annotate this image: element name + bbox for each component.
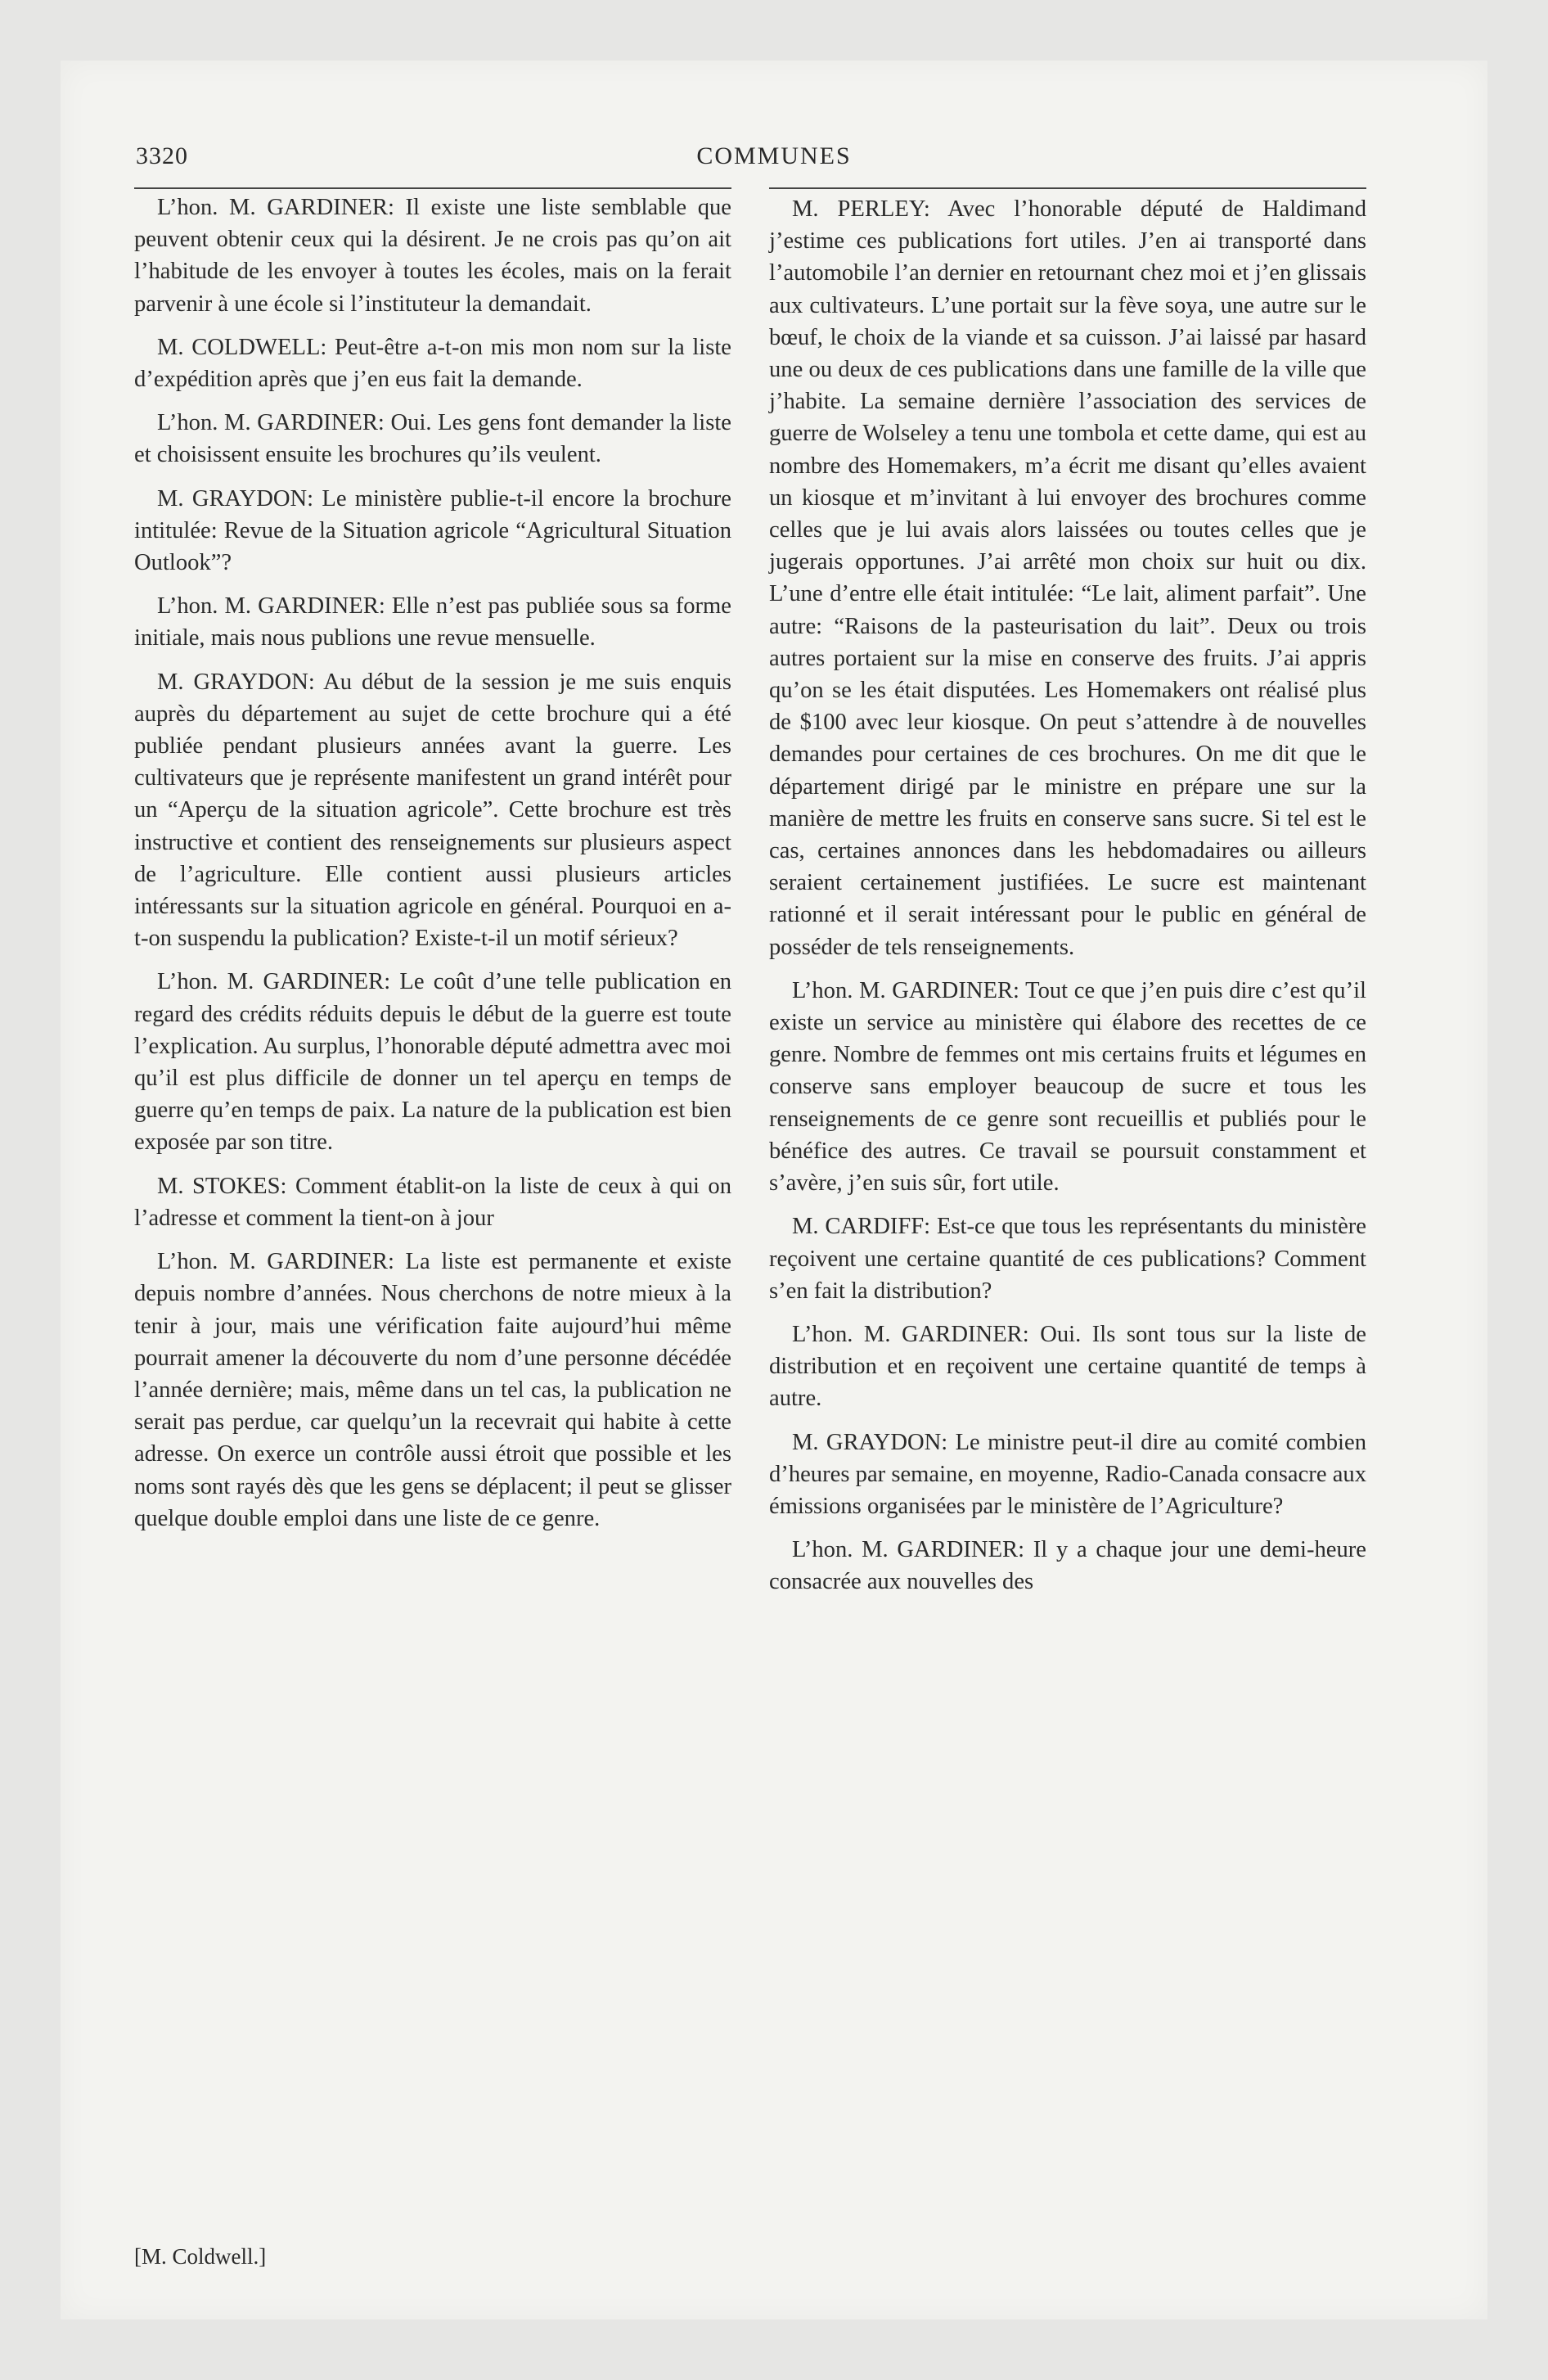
paragraph: M. COLDWELL: Peut-être a-t-on mis mon nom sur la liste d’expédition après que j’en eus fait la demande. xyxy=(134,334,731,393)
header-rule-right xyxy=(769,187,1366,189)
paragraph: L’hon. M. GARDINER: Oui. Ils sont tous sur la liste de distribution et en reçoivent une certaine quantité de temps à autre. xyxy=(769,1321,1366,1412)
paragraph: M. GRAYDON: Le ministère publie-t-il encore la brochure intitulée: Revue de la Situation agricole “Agricultural Situation Outlook”? xyxy=(134,485,731,576)
left-column xyxy=(134,192,731,1546)
paragraph: M. GRAYDON: Au début de la session je me suis enquis auprès du département au sujet de cette brochure qui a été publiée pendant plusieurs années avant la guerre. Les cultivateurs que je représente manifestent un grand intérêt pour un “Aperçu de la situation agricole”. Cette brochure est très instructive et contient des renseignements sur plusieurs aspect de l’agriculture. Elle contient aussi plusieurs articles intéressants sur la situation agricole en général. Pourquoi en a-t-on suspendu la publication? Existe-t-il un motif sérieux? xyxy=(134,669,731,952)
paragraph: L’hon. M. GARDINER: La liste est permanente et existe depuis nombre d’années. Nous cherchons de notre mieux à la tenir à jour, mais une vérification faite aujourd’hui même pourrait amener la découverte du nom d’une personne décédée l’année dernière; mais, même dans un tel cas, la publication ne serait pas perdue, car quelqu’un la recevrait qui habite à cette adresse. On exerce un contrôle aussi étroit que possible et les noms sont rayés dès que les gens se déplacent; il peut se glisser quelque double emploi dans une liste de ce genre. xyxy=(134,1249,731,1531)
paragraph: L’hon. M. GARDINER: Elle n’est pas publiée sous sa forme initiale, mais nous publions une revue mensuelle. xyxy=(134,593,731,651)
paragraph: L’hon. M. GARDINER: Le coût d’une telle publication en regard des crédits réduits depuis le début de la guerre est toute l’explication. Au surplus, l’honorable député admettra avec moi qu’il est plus difficile de donner un tel aperçu en temps de guerre qu’en temps de paix. La nature de la publication est bien exposée par son titre. xyxy=(134,969,731,1156)
page-sheet xyxy=(61,61,1487,2319)
paragraph: M. GRAYDON: Le ministre peut-il dire au comité combien d’heures par semaine, en moyenne, Radio-Canada consacre aux émissions organisées par le ministère de l’Agriculture? xyxy=(769,1429,1366,1519)
header-rule-left xyxy=(134,187,731,189)
running-title: COMMUNES xyxy=(696,142,852,169)
paragraph: L’hon. M. GARDINER: Tout ce que j’en puis dire c’est qu’il existe un service au ministère qui élabore des recettes de ce genre. Nombre de femmes ont mis certains fruits et légumes en conserve sans employer beaucoup de sucre et tous les renseignements de ce genre sont recueillis et publiés pour le bénéfice des autres. Ce travail se poursuit constamment et s’avère, j’en suis sûr, fort utile. xyxy=(769,977,1366,1197)
paragraph: M. CARDIFF: Est-ce que tous les représentants du ministère reçoivent une certaine quantité de ces publications? Comment s’en fait la distribution? xyxy=(769,1214,1366,1304)
speaker-footnote: [M. Coldwell.] xyxy=(134,2244,267,2269)
paragraph: L’hon. M. GARDINER: Oui. Les gens font demander la liste et choisissent ensuite les brochures qu’ils veulent. xyxy=(134,410,731,468)
right-column xyxy=(769,193,1366,1610)
paragraph: M. PERLEY: Avec l’honorable député de Haldimand j’estime ces publications fort utiles. J’en ai transporté dans l’automobile l’an dernier en retournant chez moi et j’en glissais aux cultivateurs. L’une portait sur la fève soya, une autre sur le bœuf, le choix de la viande et sa cuisson. J’ai laissé par hasard une ou deux de ces publications dans une famille de la ville que j’habite. La semaine dernière l’association des services de guerre de Wolseley a tenu une tombola et cette dame, qui est au nombre des Homemakers, m’a écrit me disant qu’elles avaient un kiosque et m’invitant à lui envoyer des brochures comme celles que je lui avais alors laissées ou toutes celles que je jugerais opportunes. J’ai arrêté mon choix sur huit ou dix. L’une d’entre elle était intitulée: “Le lait, aliment parfait”. Une autre: “Raisons de la pasteurisation du lait”. Deux ou trois autres portaient sur la mise en conserve des fruits. J’ai appris qu’on se les était disputées. Les Homemakers ont réalisé plus de $100 avec leur kiosque. On peut s’attendre à de nouvelles demandes pour certaines de ces brochures. On me dit que le département dirigé par le ministre en prépare une sur la manière de mettre les fruits en conserve sans sucre. Si tel est le cas, certaines annonces dans les hebdomadaires ou ailleurs seraient certainement justifiées. Le sucre est maintenant rationné et il serait intéressant pour le public en général de posséder de tels renseignements. xyxy=(769,196,1366,960)
paragraph: M. STOKES: Comment établit-on la liste de ceux à qui on l’adresse et comment la tient-on à jour xyxy=(134,1173,731,1231)
paragraph: L’hon. M. GARDINER: Il y a chaque jour une demi-heure consacrée aux nouvelles des xyxy=(769,1537,1366,1595)
paragraph: L’hon. M. GARDINER: Il existe une liste semblable que peuvent obtenir ceux qui la désirent. Je ne crois pas qu’on ait l’habitude de les envoyer à toutes les écoles, mais on la ferait parvenir à une école si l’instituteur la demandait. xyxy=(134,195,731,317)
page-number: 3320 xyxy=(136,142,188,169)
